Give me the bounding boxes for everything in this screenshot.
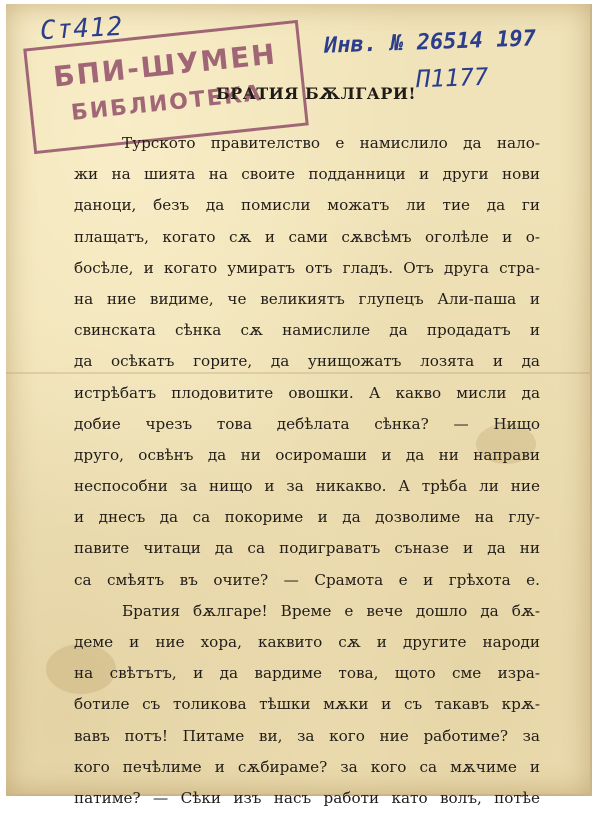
handwritten-call-number: Ст412 [39,11,125,47]
text-line: даноци, безъ да помисли можатъ ли тие да ги [74,196,540,215]
text-line: Турското правителство е намислило да нало- [122,134,540,152]
document-page [6,4,592,807]
text-line: кого печѣлиме и сѫбираме? за кого са мѫчиме и [74,757,540,776]
text-line: неспособни за нищо и за никакво. А трѣба ли ние [74,477,540,496]
text-line: друго, освѣнъ да ни осиромаши и да ни направи [74,445,540,464]
text-line: на ние видиме, че великиятъ глупецъ Али-паша и [74,289,540,308]
text-line: жи на шията на своите подданници и други нови [74,165,540,184]
body-text [74,128,540,814]
text-line: павите читаци да са подиграватъ съназе и да ни [74,539,540,558]
text-line: патиме? — Сѣки изъ насъ работи като волъ, потѣе [74,788,540,807]
text-line: да осѣкатъ горите, да унищожатъ лозята и да [74,352,540,371]
stamp-library: БИБЛИОТЕКА [69,81,264,126]
text-line: на свѣтътъ, и да вардиме това, щото сме изра- [74,664,540,683]
text-line: деме и ние хора, каквито сѫ и другите народи [74,633,540,651]
text-line: плащатъ, когато сѫ и сами сѫвсѣмъ оголѣле и о- [74,227,540,246]
text-line: вавъ потъ! Питаме ви, за кого ние работиме? за [74,726,540,745]
stamp-institution: БПИ-ШУМЕН [51,37,279,94]
handwritten-inventory-subnumber: П1177 [415,62,489,94]
text-line: ботиле съ толикова тѣшки мѫки и съ такавъ крѫ- [74,695,540,714]
text-line: са смѣятъ въ очите? — Срамота е и грѣхота е. [74,570,540,589]
text-line: Братия бѫлгаре! Време е вече дошло да бѫ- [122,601,540,620]
text-line: добие чрезъ това дебѣлата сѣнка? — Нищо [74,414,540,433]
text-line: истрѣбатъ плодовитите овошки. А какво мисли да [74,383,540,402]
text-line: и днесъ да са покориме и да дозволиме на глу- [74,508,540,527]
handwritten-inventory-number: Инв. № 26514 197 [323,26,537,59]
text-line: свинската сѣнка сѫ намислиле да продадатъ и [74,321,540,340]
page-title: БРАТИЯ БѪЛГАРИ! [216,84,416,103]
text-line: босѣле, и когато умиратъ отъ гладъ. Отъ друга стра- [74,258,540,277]
